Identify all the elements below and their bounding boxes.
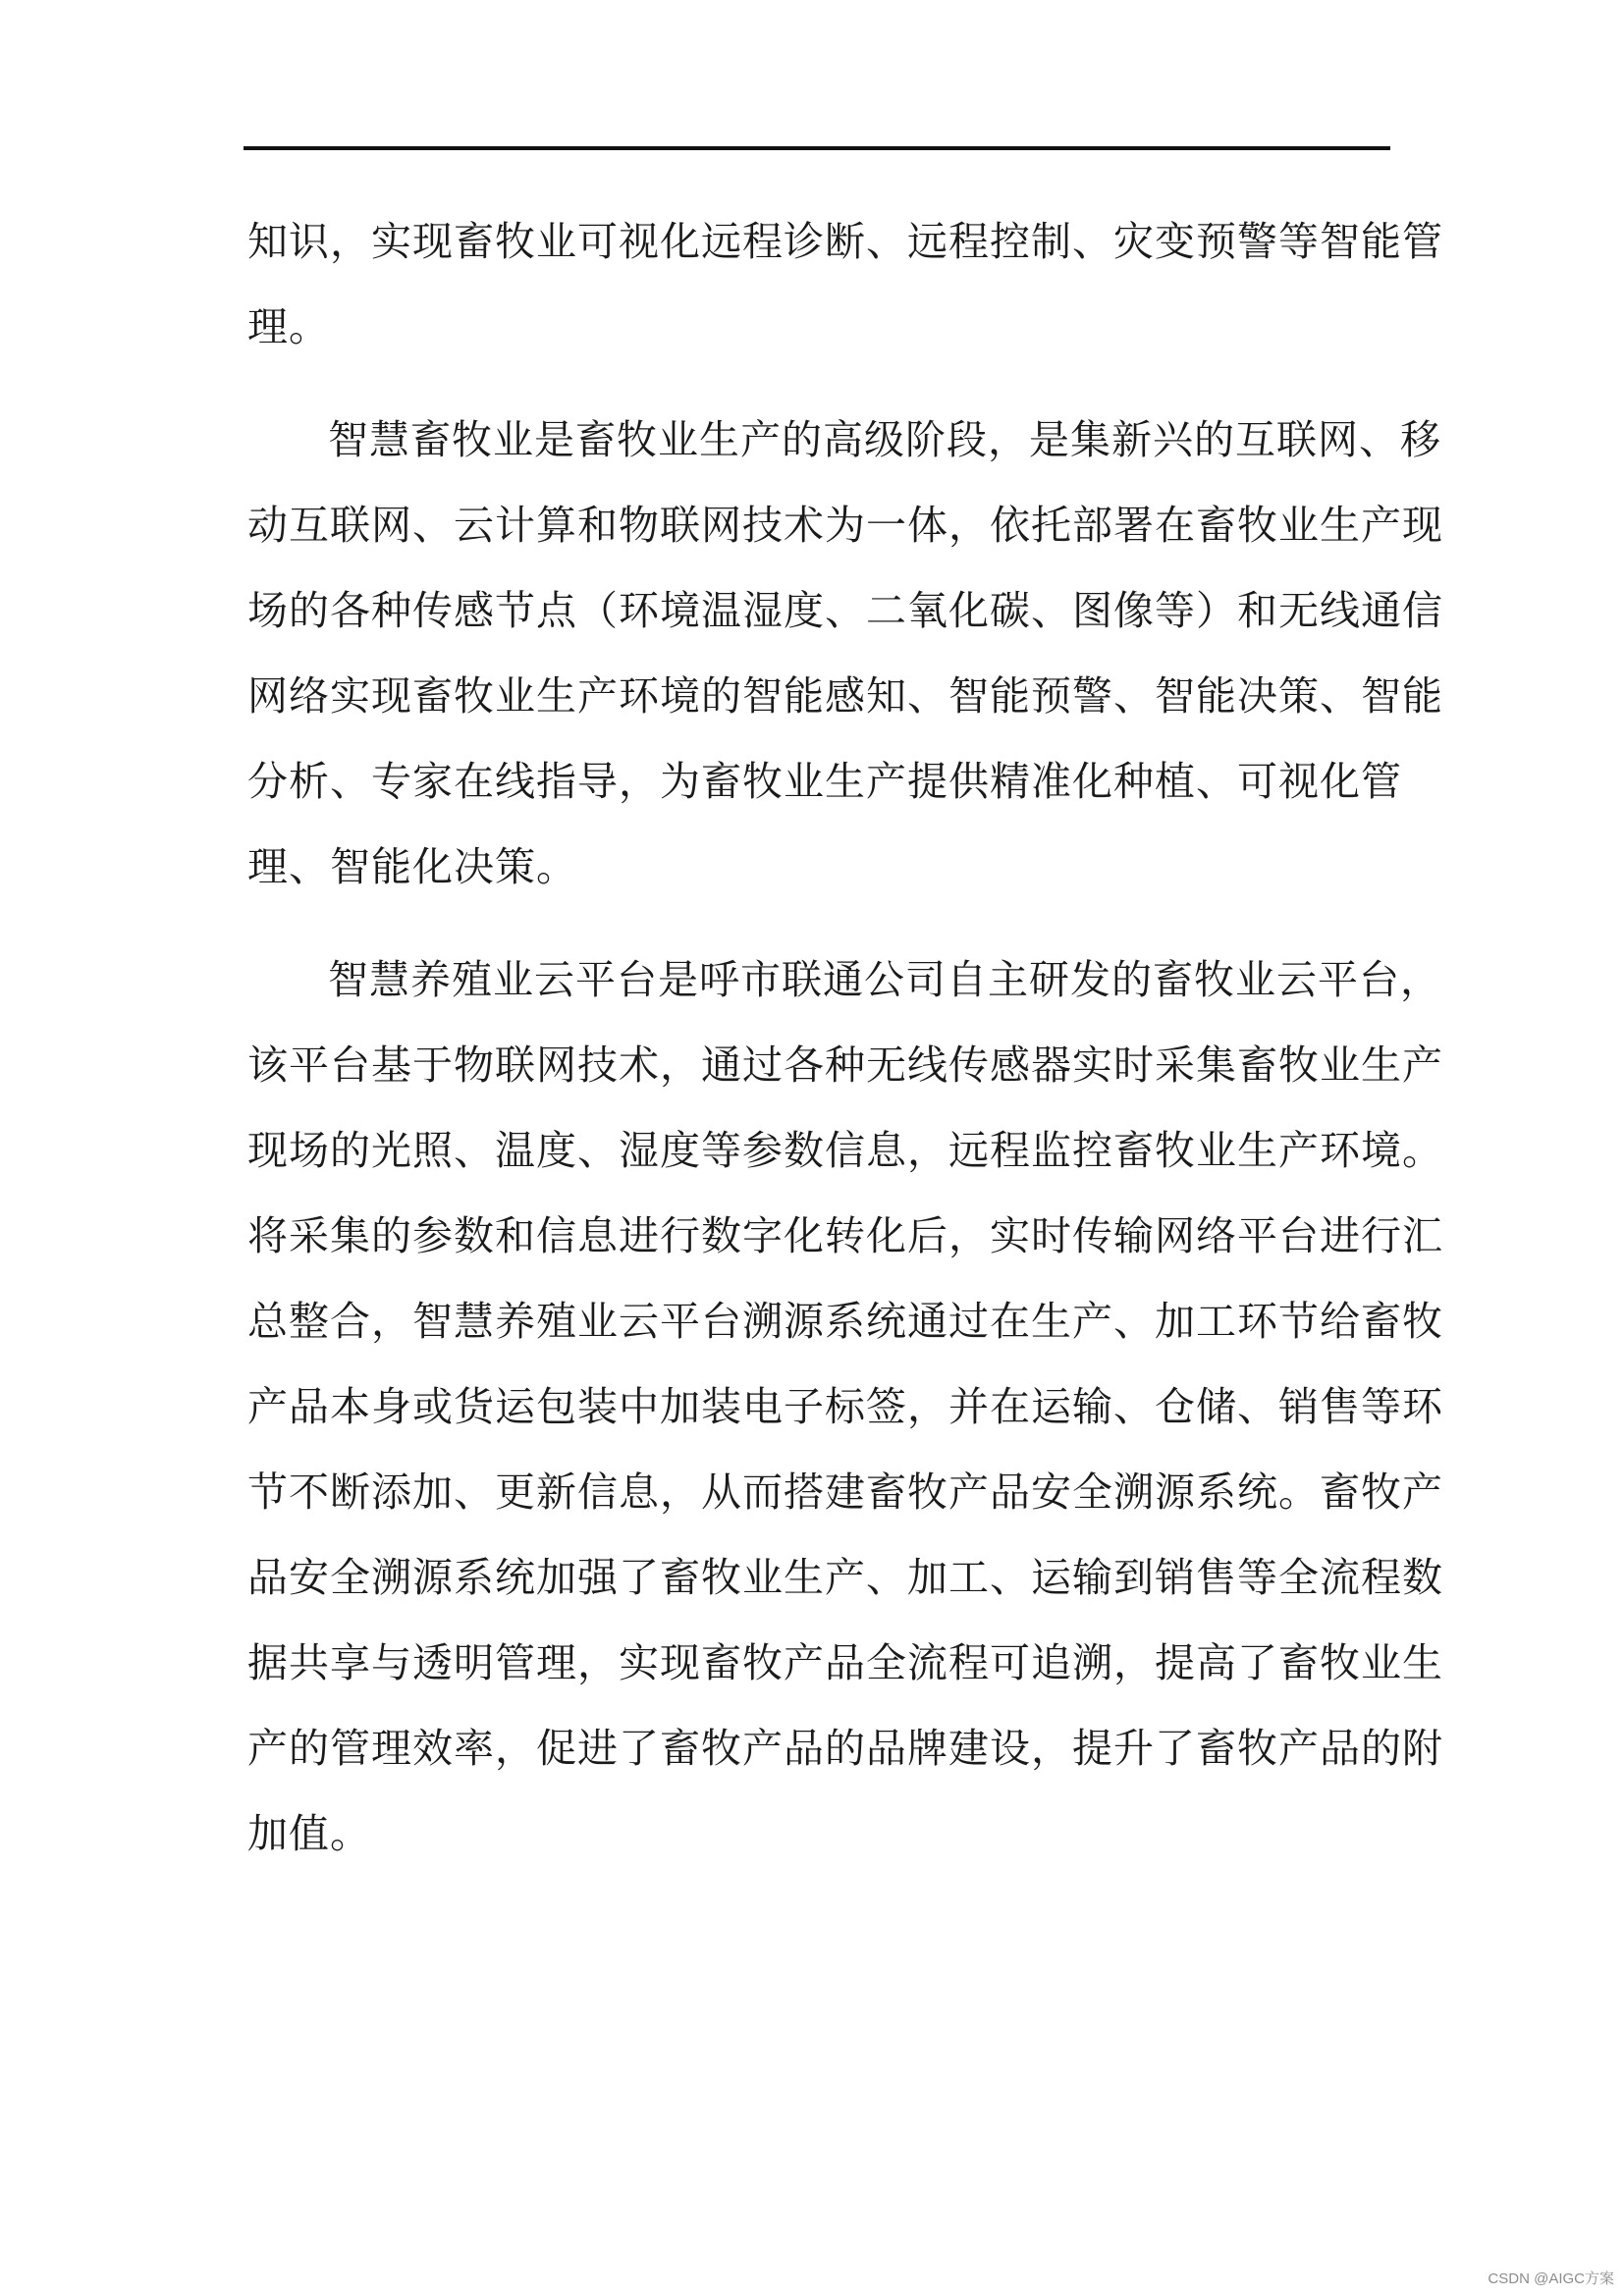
watermark: CSDN @AIGC方案: [1488, 2270, 1614, 2287]
text-line: 分析、专家在线指导，为畜牧业生产提供精准化种植、可视化管: [247, 758, 1402, 805]
text-line: 总整合，智慧养殖业云平台溯源系统通过在生产、加工环节给畜牧: [247, 1298, 1443, 1345]
paragraph-first-line: 智慧养殖业云平台是呼市联通公司自主研发的畜牧业云平台，: [328, 956, 1441, 1003]
text-line: 理、智能化决策。: [247, 843, 577, 890]
text-line: 理。: [247, 303, 330, 350]
text-line: 品安全溯源系统加强了畜牧业生产、加工、运输到销售等全流程数: [247, 1554, 1443, 1601]
paragraph-first-line: 智慧畜牧业是畜牧业生产的高级阶段，是集新兴的互联网、移: [328, 416, 1441, 463]
text-line: 将采集的参数和信息进行数字化转化后，实时传输网络平台进行汇: [247, 1212, 1443, 1259]
text-line: 据共享与透明管理，实现畜牧产品全流程可追溯，提高了畜牧业生: [247, 1639, 1443, 1686]
text-line: 产的管理效率，促进了畜牧产品的品牌建设，提升了畜牧产品的附: [247, 1725, 1443, 1772]
text-line: 动互联网、云计算和物联网技术为一体，依托部署在畜牧业生产现: [247, 502, 1443, 549]
text-line: 该平台基于物联网技术，通过各种无线传感器实时采集畜牧业生产: [247, 1041, 1443, 1089]
text-line: 现场的光照、温度、湿度等参数信息，远程监控畜牧业生产环境。: [247, 1127, 1443, 1174]
text-line: 场的各种传感节点（环境温湿度、二氧化碳、图像等）和无线通信: [247, 587, 1443, 634]
text-line: 节不断添加、更新信息，从而搭建畜牧产品安全溯源系统。畜牧产: [247, 1468, 1443, 1516]
text-line: 网络实现畜牧业生产环境的智能感知、智能预警、智能决策、智能: [247, 672, 1443, 720]
header-rule: [244, 146, 1390, 150]
text-line: 加值。: [247, 1810, 371, 1857]
text-line: 知识，实现畜牧业可视化远程诊断、远程控制、灾变预警等智能管: [247, 218, 1443, 265]
text-line: 产品本身或货运包装中加装电子标签，并在运输、仓储、销售等环: [247, 1383, 1443, 1430]
